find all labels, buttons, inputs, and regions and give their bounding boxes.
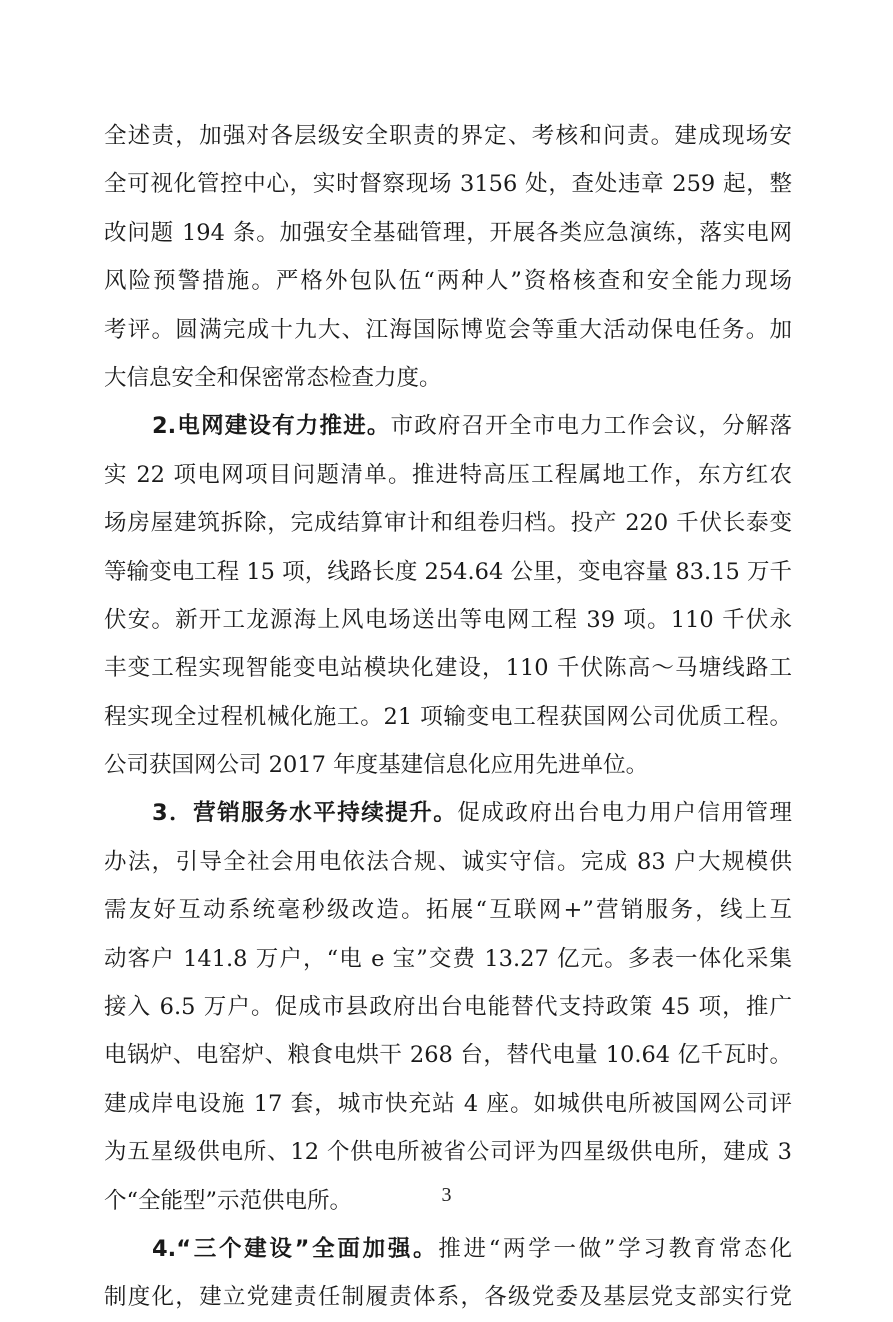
text-line: 动客户 141.8 万户，“电 e 宝”交费 13.27 亿元。多表一体化采集: [104, 945, 792, 972]
text-line: 伏安。新开工龙源海上风电场送出等电网工程 39 项。110 千伏永: [104, 606, 792, 633]
text-line: 场房屋建筑拆除，完成结算审计和组卷归档。投产 220 千伏长泰变: [104, 510, 792, 537]
text-line: 为五星级供电所、12 个供电所被省公司评为四星级供电所，建成 3: [104, 1139, 792, 1166]
text-run: 市政府召开全市电力工作会议，分解落: [390, 413, 792, 440]
text-line: 等输变电工程 15 项，线路长度 254.64 公里，变电容量 83.15 万千: [104, 558, 792, 585]
text-line: 程实现全过程机械化施工。21 项输变电工程获国网公司优质工程。: [104, 703, 792, 730]
paragraph-marketing-service: [104, 789, 792, 1225]
paragraph-heading: 2.电网建设有力推进。: [152, 413, 391, 440]
text-line: [104, 1225, 792, 1273]
text-line: [104, 789, 792, 837]
text-line: 全可视化管控中心，实时督察现场 3156 处，查处违章 259 起，整: [104, 171, 792, 198]
text-line: 实 22 项电网项目问题清单。推进特高压工程属地工作，东方红农: [104, 461, 792, 488]
text-line: 考评。圆满完成十九大、江海国际博览会等重大活动保电任务。加: [104, 316, 792, 343]
paragraph-three-constructions: [104, 1225, 792, 1322]
text-line: 需友好互动系统毫秒级改造。拓展“互联网+”营销服务，线上互: [104, 897, 792, 924]
text-line: 制度化，建立党建责任制履责体系，各级党委及基层党支部实行党: [104, 1284, 792, 1311]
paragraph-heading: 4.“三个建设”全面加强。: [152, 1235, 439, 1262]
text-line: 丰变工程实现智能变电站模块化建设，110 千伏陈高～马塘线路工: [104, 655, 792, 682]
text-run: 促成政府出台电力用户信用管理: [457, 800, 792, 827]
text-line: 办法，引导全社会用电依法合规、诚实守信。完成 83 户大规模供: [104, 848, 792, 875]
text-line: 电锅炉、电窑炉、粮食电烘干 268 台，替代电量 10.64 亿千瓦时。: [104, 1042, 792, 1069]
text-line: 全述责，加强对各层级安全职责的界定、考核和问责。建成现场安: [104, 123, 792, 149]
text-line: 改问题 194 条。加强安全基础管理，开展各类应急演练，落实电网: [104, 219, 792, 246]
text-line: 风险预警措施。严格外包队伍“两种人”资格核查和安全能力现场: [104, 268, 792, 295]
text-run: 推进“两学一做”学习教育常态化: [438, 1235, 792, 1262]
text-line: [104, 402, 792, 450]
page-number: 3: [441, 1184, 452, 1206]
paragraph-heading: 3．营销服务水平持续提升。: [152, 800, 458, 827]
text-line: 大信息安全和保密常态检查力度。: [104, 364, 442, 391]
text-line: 接入 6.5 万户。促成市县政府出台电能替代支持政策 45 项，推广: [104, 994, 792, 1021]
paragraph-grid-construction: [104, 402, 792, 789]
paragraph-safety: [104, 112, 792, 402]
text-line: 公司获国网公司 2017 年度基建信息化应用先进单位。: [104, 752, 649, 779]
body-text: [104, 112, 792, 1322]
text-line: 建成岸电设施 17 套，城市快充站 4 座。如城供电所被国网公司评: [104, 1090, 792, 1117]
text-line: 个“全能型”示范供电所。: [104, 1187, 353, 1214]
